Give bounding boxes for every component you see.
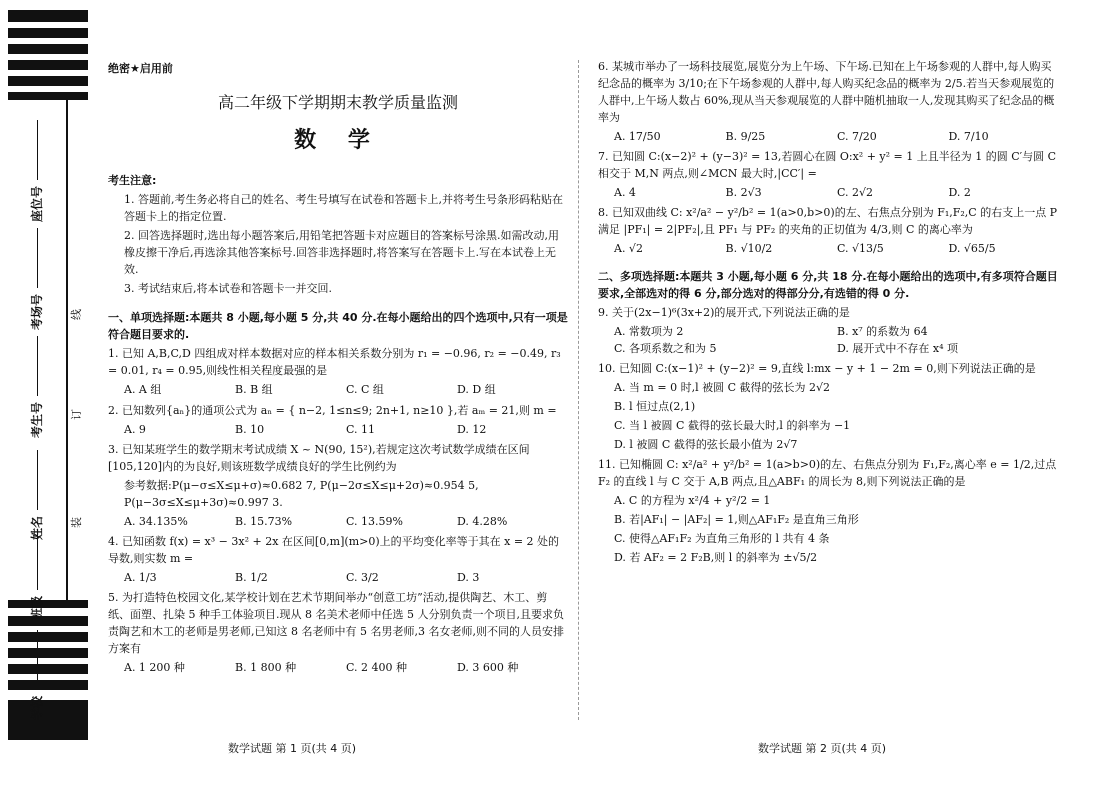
field-room: 考场号 [28, 228, 45, 330]
option-d: D. 若 AF₂ = 2 F₂B,则 l 的斜率为 ±√5/2 [614, 551, 818, 565]
option-d: D. l 被圆 C 截得的弦长最小值为 2√7 [614, 437, 798, 451]
option-a: A. 9 [124, 422, 146, 436]
option-c: C. 13.59% [346, 514, 403, 528]
option-d: D. 12 [457, 422, 487, 436]
question-stem: 11. 已知椭圆 C: x²/a² + y²/b² = 1(a>b>0)的左、右焦点分别为 F₁,F₂,离心率 e = 1/2,过点 F₂ 的直线 l 与 C 交于 A,B 两点,且△ABF₁ 的周长为 8,则下列说法正确的是 [598, 457, 1057, 489]
option-b: B. 9/25 [725, 130, 766, 144]
question-8 [598, 204, 1060, 257]
field-seat: 座位号 [28, 120, 45, 222]
option-a: A. 17/50 [614, 130, 661, 144]
question-stem: 10. 已知圆 C:(x−1)² + (y−2)² = 9,直线 l:mx − y + 1 − 2m = 0,则下列说法正确的是 [598, 361, 1036, 375]
option-c: C. 当 l 被圆 C 截得的弦长最大时,l 的斜率为 −1 [614, 418, 851, 432]
question-10 [598, 360, 1060, 453]
option-a: A. C 的方程为 x²/4 + y²/2 = 1 [614, 494, 771, 508]
exam-title: 高二年级下学期期末教学质量监测 [217, 93, 458, 113]
option-a: A. 34.135% [124, 514, 188, 528]
option-b: B. 2√3 [725, 186, 762, 200]
question-5 [108, 589, 568, 676]
option-b: B. 15.73% [235, 514, 293, 528]
question-4 [108, 533, 568, 586]
option-c: C. C 组 [346, 383, 384, 397]
option-d: D. 4.28% [457, 514, 508, 528]
option-c: C. 3/2 [346, 570, 379, 584]
option-a: A. √2 [614, 242, 643, 256]
notice-item-1: 1. 答题前,考生务必将自己的姓名、考生号填写在试卷和答题卡上,并将考生号条形码粘贴在答题卡上的指定位置. [124, 192, 563, 224]
binding-mark-xian: 线 [70, 309, 83, 320]
notice-item-3: 3. 考试结束后,将本试卷和答题卡一并交回. [124, 282, 332, 296]
section2-title: 二、多项选择题:本题共 3 小题,每小题 6 分,共 18 分.在每小题给出的选项中,有多项符合题目要求,全部选对的得 6 分,部分选对的得部分分,有选错的得 0 分. [598, 269, 1058, 300]
question-9 [598, 304, 1060, 357]
option-c: C. 7/20 [837, 130, 877, 144]
option-c: C. 11 [346, 422, 376, 436]
left-page [108, 60, 568, 679]
page-divider [578, 60, 579, 720]
notice-title: 考生注意: [108, 173, 157, 187]
option-c: C. 2 400 种 [346, 661, 408, 675]
option-b: B. B 组 [235, 383, 273, 397]
option-c: C. 使得△AF₁F₂ 为直角三角形的 l 共有 4 条 [614, 532, 830, 546]
binding-strip [8, 10, 88, 790]
question-stem: 8. 已知双曲线 C: x²/a² − y²/b² = 1(a>0,b>0)的左、右焦点分别为 F₁,F₂,C 的右支上一点 P 满足 |PF₁| = 2|PF₂|,且 PF₁ 与 PF₂ 的夹角的正切值为 4/3,则 C 的离心率为 [598, 206, 1058, 237]
field-class: 班级 [28, 530, 45, 620]
right-page [598, 58, 1060, 569]
option-c: C. 各项系数之和为 5 [614, 341, 717, 355]
reference-data: 参考数据:P(μ−σ≤X≤μ+σ)≈0.682 7, P(μ−2σ≤X≤μ+2σ)≈0.954 5, P(μ−3σ≤X≤μ+3σ)≈0.997 3. [124, 478, 479, 509]
option-a: A. 当 m = 0 时,l 被圆 C 截得的弦长为 2√2 [614, 380, 830, 394]
option-a: A. 1 200 种 [124, 661, 185, 675]
question-stem: 9. 关于(2x−1)⁶(3x+2)的展开式,下列说法正确的是 [598, 305, 850, 319]
option-d: D. D 组 [457, 383, 496, 397]
option-a: A. A 组 [124, 383, 162, 397]
option-d: D. √65/5 [948, 242, 996, 256]
question-stem: 4. 已知函数 f(x) = x³ − 3x² + 2x 在区间[0,m](m>0)上的平均变化率等于其在 x = 2 处的导数,则实数 m = [108, 534, 560, 565]
option-b: B. √10/2 [725, 242, 773, 256]
option-a: A. 常数项为 2 [614, 324, 684, 338]
option-d: D. 3 [457, 570, 480, 584]
option-b: B. 10 [235, 422, 265, 436]
question-2 [108, 402, 568, 438]
option-a: A. 1/3 [124, 570, 157, 584]
option-d: D. 3 600 种 [457, 661, 519, 675]
question-1 [108, 345, 568, 398]
question-stem: 6. 某城市举办了一场科技展览,展览分为上午场、下午场.已知在上午场参观的人群中,每人购买纪念品的概率为 3/10;在下午场参观的人群中,每人购买纪念品的概率为 2/5.若当天参观展览的人群中,上午场人数占 60%,现从当天参观展览的人群中随机抽取一人,发现其购买了纪念品的概率为 [598, 60, 1055, 125]
option-c: C. 2√2 [837, 186, 874, 200]
field-school: 学校 [28, 630, 45, 720]
question-11 [598, 456, 1060, 566]
option-b: B. 1 800 种 [235, 661, 297, 675]
subject-title: 数 学 [294, 127, 382, 153]
option-d: D. 7/10 [948, 130, 989, 144]
question-stem: 5. 为打造特色校园文化,某学校计划在艺术节期间举办“创意工坊”活动,提供陶艺、木工、剪纸、面塑、扎染 5 种手工体验项目.现从 8 名美术老师中任选 5 人分别负责一个项目,且要求负责陶艺和木工的老师是男老师,已知这 8 名老师中有 5 名男老师,3 名女老师,则不同的人员安排方案有 [108, 590, 564, 656]
option-a: A. 4 [614, 186, 636, 200]
question-stem: 2. 已知数列{aₙ}的通项公式为 aₙ = { n−2, 1≤n≤9; 2n+1, n≥10 },若 aₘ = 21,则 m = [108, 403, 557, 417]
option-b: B. 若|AF₁| − |AF₂| = 1,则△AF₁F₂ 是直角三角形 [614, 513, 859, 527]
option-b: B. 1/2 [235, 570, 268, 584]
notice-item-2: 2. 回答选择题时,选出每小题答案后,用铅笔把答题卡对应题目的答案标号涂黑.如需改动,用橡皮擦干净后,再选涂其他答案标号.回答非选择题时,将答案写在答题卡上.写在本试卷上无效. [124, 229, 559, 277]
question-stem: 3. 已知某班学生的数学期末考试成绩 X ~ N(90, 15²),若规定这次考试数学成绩在区间[105,120]内的为良好,则该班数学成绩良好的学生比例约为 [108, 442, 530, 473]
option-d: D. 2 [948, 186, 971, 200]
footer-left: 数学试题 第 1 页(共 4 页) [228, 742, 357, 755]
question-stem: 1. 已知 A,B,C,D 四组成对样本数据对应的样本相关系数分别为 r₁ = −0.96, r₂ = −0.49, r₃ = 0.01, r₄ = 0.95,则线性相关程度最强的是 [108, 347, 561, 378]
option-d: D. 展开式中不存在 x⁴ 项 [837, 341, 959, 355]
option-c: C. √13/5 [837, 242, 884, 256]
field-examinee-no: 考生号 [28, 336, 45, 438]
question-3 [108, 441, 568, 530]
secret-mark: 绝密★启用前 [108, 62, 173, 75]
binding-mark-zhuang: 装 [70, 517, 83, 528]
field-name: 姓名 [28, 450, 45, 540]
footer-right: 数学试题 第 2 页(共 4 页) [758, 742, 887, 755]
question-6 [598, 58, 1060, 145]
question-stem: 7. 已知圆 C:(x−2)² + (y−3)² = 13,若圆心在圆 O:x² + y² = 1 上且半径为 1 的圆 C′与圆 C 相交于 M,N 两点,则∠MCN 最大时,|CC′| = [598, 150, 1057, 181]
option-b: B. l 恒过点(2,1) [614, 399, 696, 413]
section1-title: 一、单项选择题:本题共 8 小题,每小题 5 分,共 40 分.在每小题给出的四个选项中,只有一项是符合题目要求的. [108, 311, 568, 342]
binding-mark-ding: 订 [70, 409, 83, 420]
question-7 [598, 148, 1060, 201]
option-b: B. x⁷ 的系数为 64 [837, 324, 928, 338]
